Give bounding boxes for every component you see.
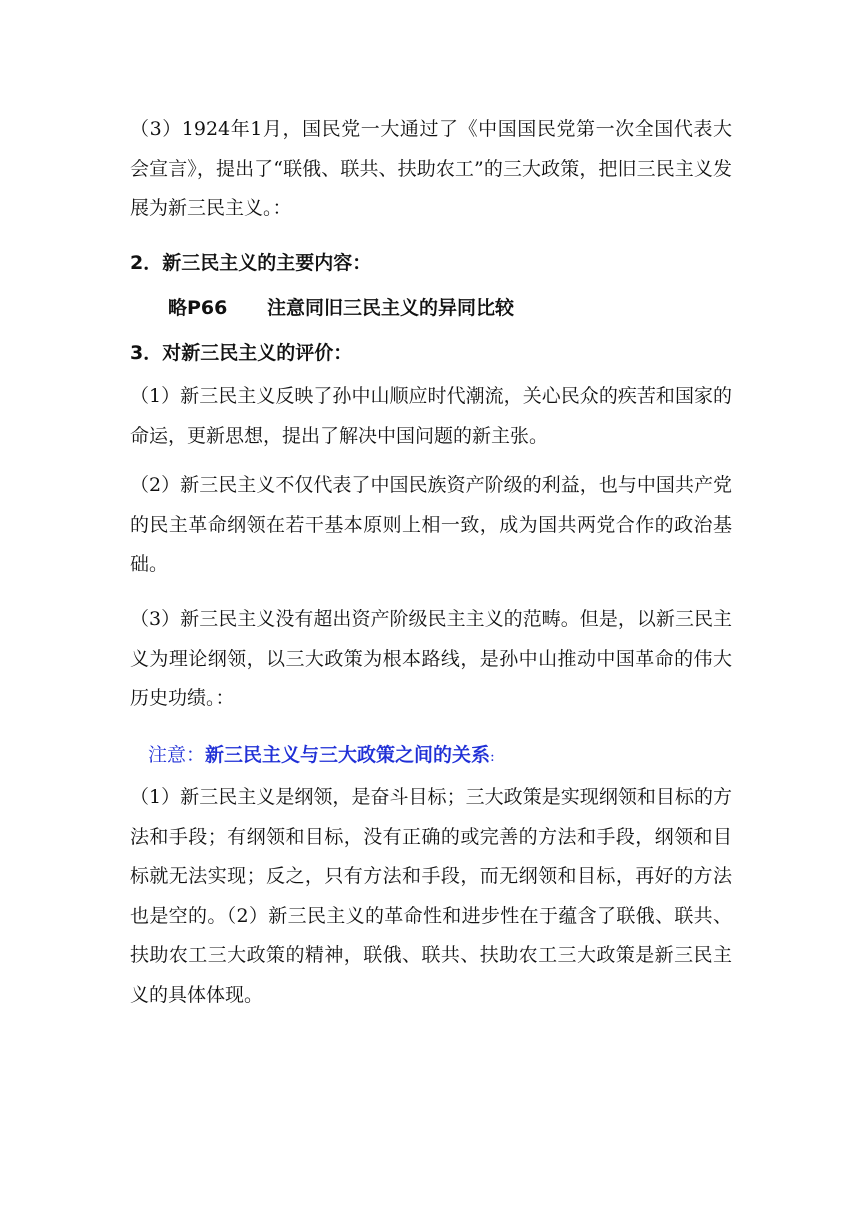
paragraph-evaluation-3: （3）新三民主义没有超出资产阶级民主主义的范畴。但是，以新三民主义为理论纲领，以三大政策为根本路线，是孙中山推动中国革命的伟大历史功绩。：: [130, 608, 732, 709]
heading-evaluation: 3．对新三民主义的评价：: [130, 342, 353, 364]
heading-new-three-principles-content: 2．新三民主义的主要内容：: [130, 252, 372, 274]
paragraph-1924-congress: （3）1924年1月，国民党一大通过了《中国国民党第一次全国代表大会宣言》，提出了“联俄、联共、扶助农工”的三大政策，把旧三民主义发展为新三民主义。：: [130, 118, 732, 219]
paragraph-evaluation-2: （2）新三民主义不仅代表了中国民族资产阶级的利益，也与中国共产党的民主革命纲领在若干基本原则上相一致，成为国共两党合作的政治基础。: [130, 474, 732, 575]
note-relationship-heading: [148, 736, 495, 777]
note-title: 新三民主义与三大政策之间的关系: [205, 744, 491, 766]
note-tail: :: [490, 749, 495, 765]
paragraph-evaluation-1: （1）新三民主义反映了孙中山顺应时代潮流，关心民众的疾苦和国家的命运，更新思想，提出了解决中国问题的新主张。: [130, 385, 732, 447]
paragraph-relationship: （1）新三民主义是纲领，是奋斗目标；三大政策是实现纲领和目标的方法和手段；有纲领和目标，没有正确的或完善的方法和手段，纲领和目标就无法实现；反之，只有方法和手段，而无纲领和目标，再好的方法也是空的。（2）新三民主义的革命性和进步性在于蕴含了联俄、联共、扶助农工三大政策的精神，联俄、联共、扶助农工三大政策是新三民主义的具体体现。: [130, 786, 732, 1006]
note-prefix: 注意：: [148, 744, 206, 766]
note-reference-p66: 略P66 注意同旧三民主义的异同比较: [168, 297, 515, 319]
